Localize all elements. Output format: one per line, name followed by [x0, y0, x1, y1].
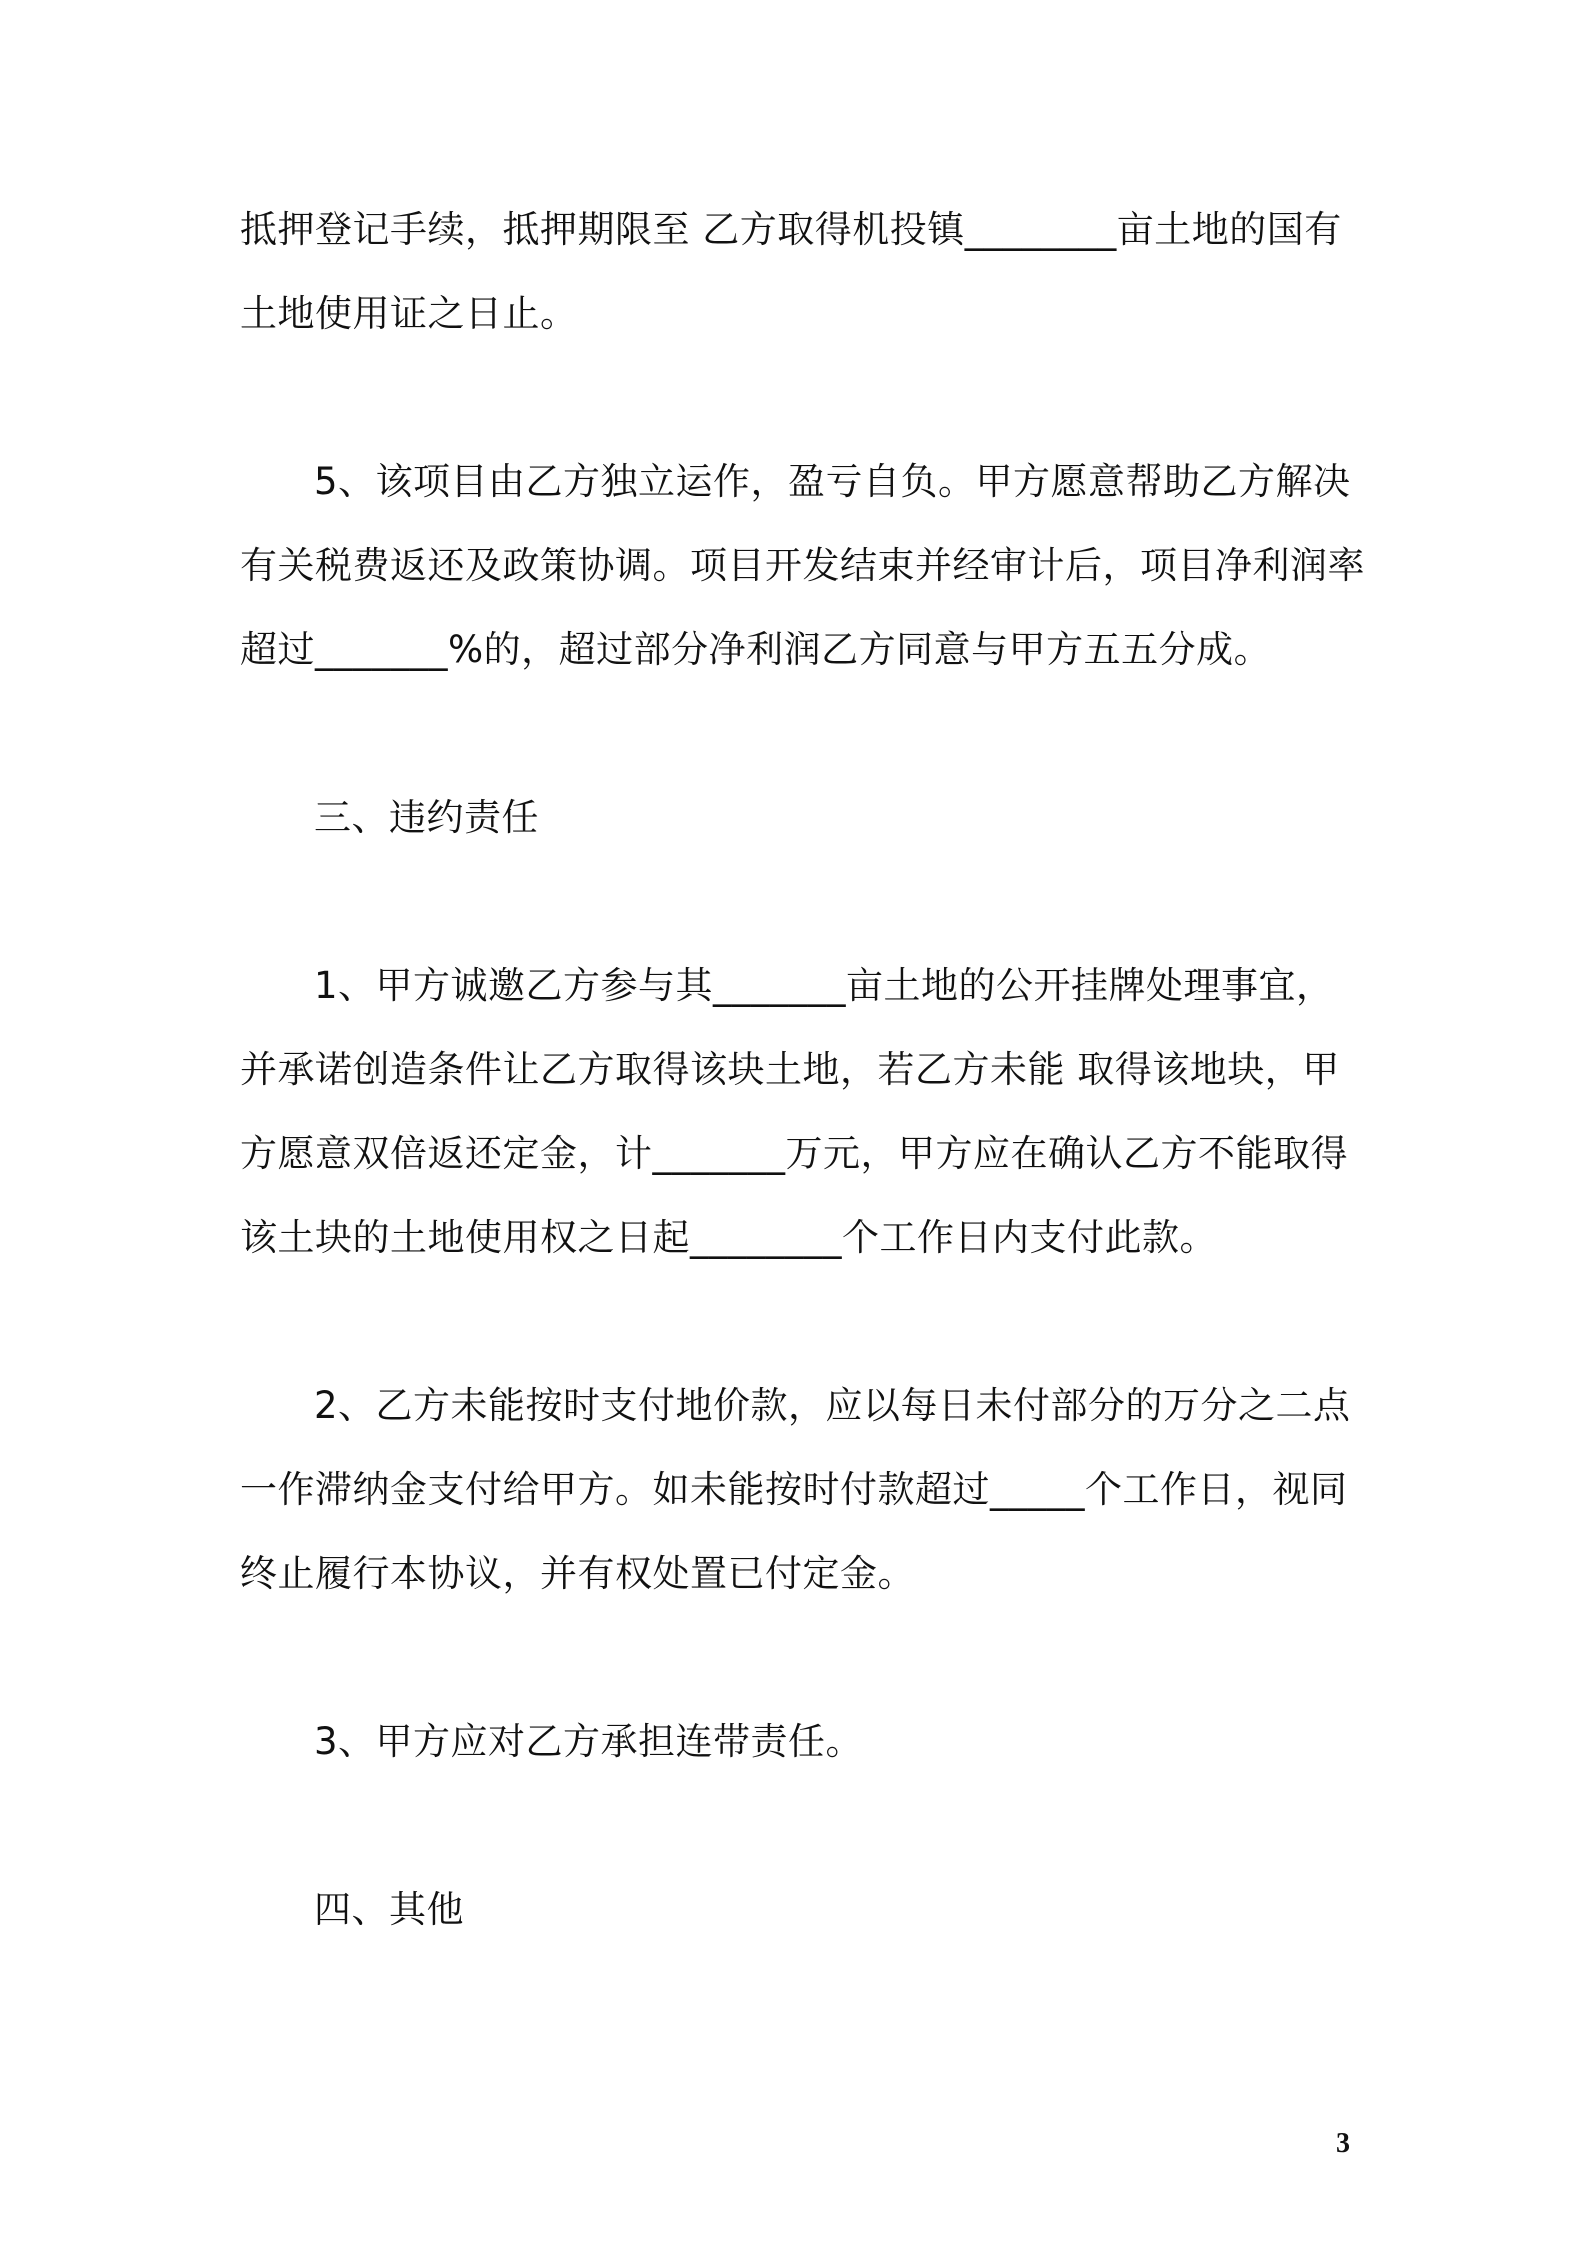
text-line: 方愿意双倍返还定金，计_______万元，甲方应在确认乙方不能取得 [240, 1132, 1348, 1175]
text-line: 2、乙方未能按时支付地价款，应以每日未付部分的万分之二点 [314, 1384, 1351, 1427]
text-line: 1、甲方诚邀乙方参与其_______亩土地的公开挂牌处理事宜， [314, 964, 1334, 1007]
text-line: 抵押登记手续，抵押期限至 乙方取得机投镇________亩土地的国有 [240, 208, 1342, 251]
text-line: 土地使用证之日止。 [240, 292, 578, 335]
page-number: 3 [1336, 2128, 1350, 2159]
text-line: 该土块的土地使用权之日起________个工作日内支付此款。 [240, 1216, 1217, 1259]
section-heading-breach-liability [240, 776, 1360, 860]
paragraph-clause-5 [240, 440, 1365, 692]
text-line: 一作滞纳金支付给甲方。如未能按时付款超过_____个工作日，视同 [240, 1468, 1348, 1511]
text-line: 5、该项目由乙方独立运作，盈亏自负。甲方愿意帮助乙方解决 [314, 460, 1351, 503]
paragraph-liability-1 [240, 944, 1360, 1280]
text-line: 终止履行本协议，并有权处置已付定金。 [240, 1552, 915, 1595]
text-line: 有关税费返还及政策协调。项目开发结束并经审计后，项目净利润率 [240, 544, 1365, 587]
paragraph-liability-2 [240, 1364, 1360, 1616]
text-line: 并承诺创造条件让乙方取得该块土地，若乙方未能 取得该地块，甲 [240, 1048, 1340, 1091]
section-heading: 三、违约责任 [314, 796, 539, 839]
text-line: 3、甲方应对乙方承担连带责任。 [314, 1720, 864, 1763]
paragraph-land-mortgage [240, 188, 1360, 356]
section-heading-other [240, 1868, 1360, 1952]
section-heading: 四、其他 [314, 1888, 464, 1931]
text-line: 超过_______%的，超过部分净利润乙方同意与甲方五五分成。 [240, 628, 1272, 671]
paragraph-liability-3 [240, 1700, 1360, 1784]
